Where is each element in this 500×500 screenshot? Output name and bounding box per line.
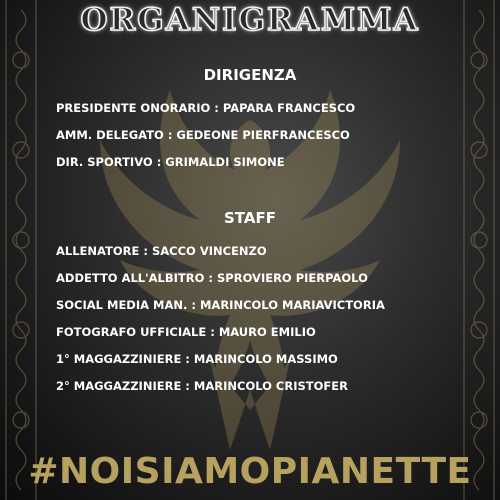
staff-line: 2° MAGGAZZINIERE : MARINCOLO CRISTOFER [56, 379, 348, 393]
staff-line: 1° MAGGAZZINIERE : MARINCOLO MASSIMO [56, 352, 338, 366]
dirigenza-line: PRESIDENTE ONORARIO : PAPARA FRANCESCO [56, 101, 356, 115]
staff-line: ALLENATORE : SACCO VINCENZO [56, 244, 267, 258]
page-title: ORGANIGRAMMA [80, 2, 420, 38]
dirigenza-line: AMM. DELEGATO : GEDEONE PIERFRANCESCO [56, 128, 350, 142]
staff-line: FOTOGRAFO UFFICIALE : MAURO EMILIO [56, 325, 316, 339]
staff-list [56, 238, 385, 400]
dirigenza-heading: DIRIGENZA [203, 66, 297, 84]
staff-line: ADDETTO ALL'ALBITRO : SPROVIERO PIERPAOLO [56, 271, 368, 285]
staff-line: SOCIAL MEDIA MAN. : MARINCOLO MARIAVICTORIA [56, 298, 385, 312]
staff-heading: STAFF [224, 209, 276, 227]
dirigenza-list [56, 95, 355, 176]
hashtag-footer: #NOISIAMOPIANETTE [28, 451, 472, 492]
dirigenza-line: DIR. SPORTIVO : GRIMALDI SIMONE [56, 155, 285, 169]
